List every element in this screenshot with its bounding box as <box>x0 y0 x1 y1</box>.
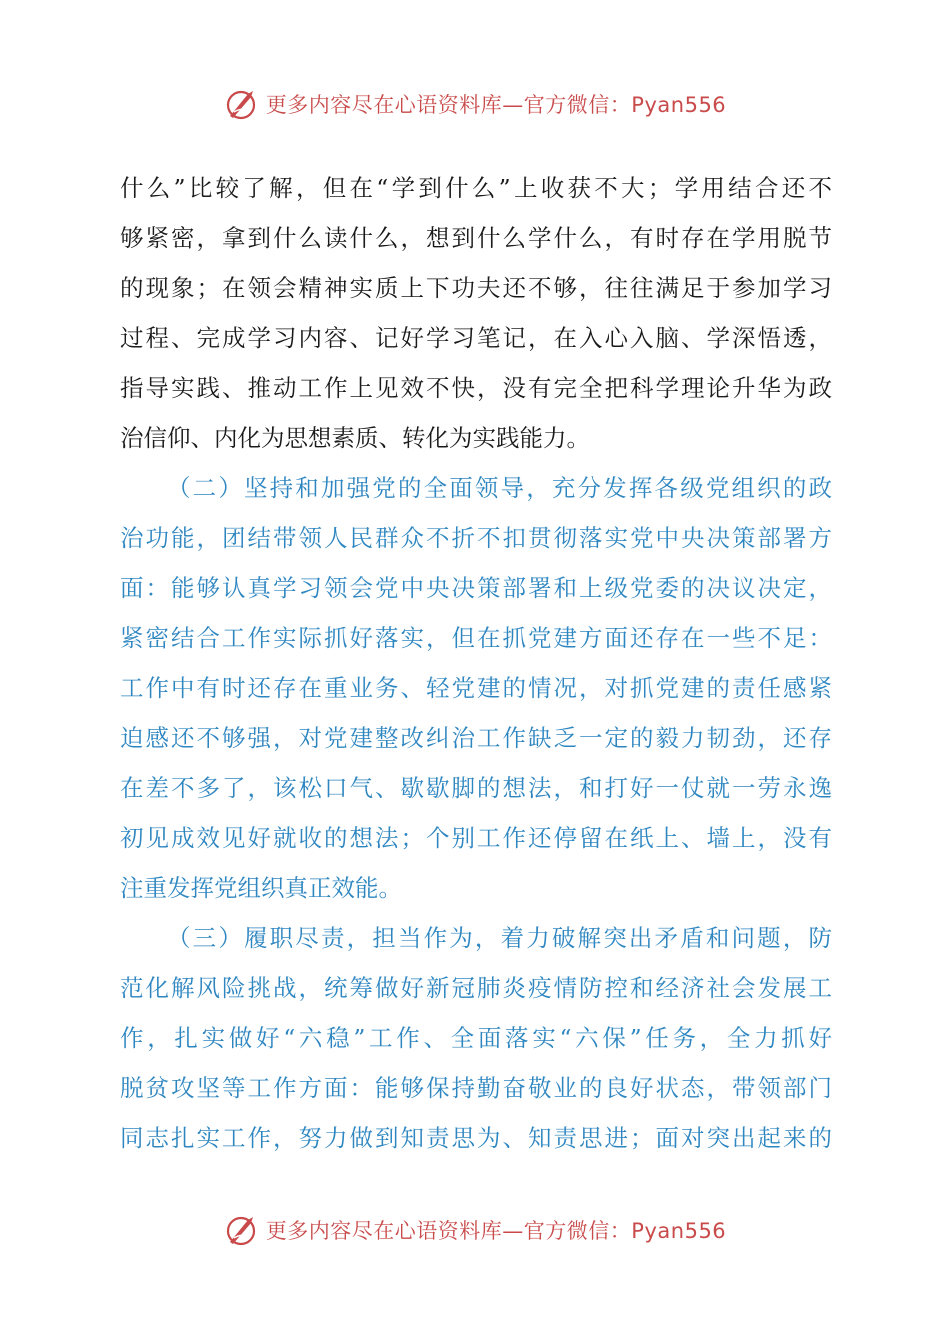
text-line: 指导实践、推动工作上见效不快，没有完全把科学理论升华为政 <box>120 374 832 402</box>
text-line: 范化解风险挑战，统筹做好新冠肺炎疫情防控和经济社会发展工 <box>120 974 832 1002</box>
text-line: 治功能，团结带领人民群众不折不扣贯彻落实党中央决策部署方 <box>120 524 832 552</box>
header-banner <box>0 82 950 126</box>
paragraph-2 <box>120 463 832 913</box>
pen-logo-icon <box>224 1212 260 1248</box>
text-line: 初见成效见好就收的想法；个别工作还停留在纸上、墙上，没有 <box>120 824 832 852</box>
footer-banner <box>0 1208 950 1252</box>
text-line: 注重发挥党组织真正效能。 <box>120 874 402 902</box>
pen-logo-icon <box>224 86 260 122</box>
banner-text: 更多内容尽在心语资料库—官方微信：Pyan556 <box>265 1219 727 1243</box>
text-line: 的现象；在领会精神实质上下功夫还不够，往往满足于参加学习 <box>120 274 832 302</box>
banner-text: 更多内容尽在心语资料库—官方微信：Pyan556 <box>265 93 727 117</box>
text-line: 过程、完成学习内容、记好学习笔记，在入心入脑、学深悟透， <box>120 324 832 352</box>
paragraph-1 <box>120 163 832 463</box>
text-line: （三）履职尽责，担当作为，着力破解突出矛盾和问题，防 <box>167 924 832 952</box>
text-line: 脱贫攻坚等工作方面：能够保持勤奋敬业的良好状态，带领部门 <box>120 1074 832 1102</box>
text-line: （二）坚持和加强党的全面领导，充分发挥各级党组织的政 <box>167 474 832 502</box>
text-line: 同志扎实工作，努力做到知责思为、知责思进；面对突出起来的 <box>120 1124 832 1152</box>
text-line: 面：能够认真学习领会党中央决策部署和上级党委的决议决定， <box>120 574 832 602</box>
text-line: 在差不多了，该松口气、歇歇脚的想法，和打好一仗就一劳永逸 <box>120 774 832 802</box>
text-line: 工作中有时还存在重业务、轻党建的情况，对抓党建的责任感紧 <box>120 674 832 702</box>
text-line: 什么”比较了解，但在“学到什么”上收获不大；学用结合还不 <box>120 174 832 202</box>
paragraph-3 <box>120 913 832 1163</box>
text-line: 够紧密，拿到什么读什么，想到什么学什么，有时存在学用脱节 <box>120 224 832 252</box>
text-line: 作，扎实做好“六稳”工作、全面落实“六保”任务，全力抓好 <box>120 1024 832 1052</box>
text-line: 迫感还不够强，对党建整改纠治工作缺乏一定的毅力韧劲，还存 <box>120 724 832 752</box>
document-body <box>120 163 832 1163</box>
text-line: 治信仰、内化为思想素质、转化为实践能力。 <box>120 424 590 452</box>
text-line: 紧密结合工作实际抓好落实，但在抓党建方面还存在一些不足： <box>120 624 832 652</box>
